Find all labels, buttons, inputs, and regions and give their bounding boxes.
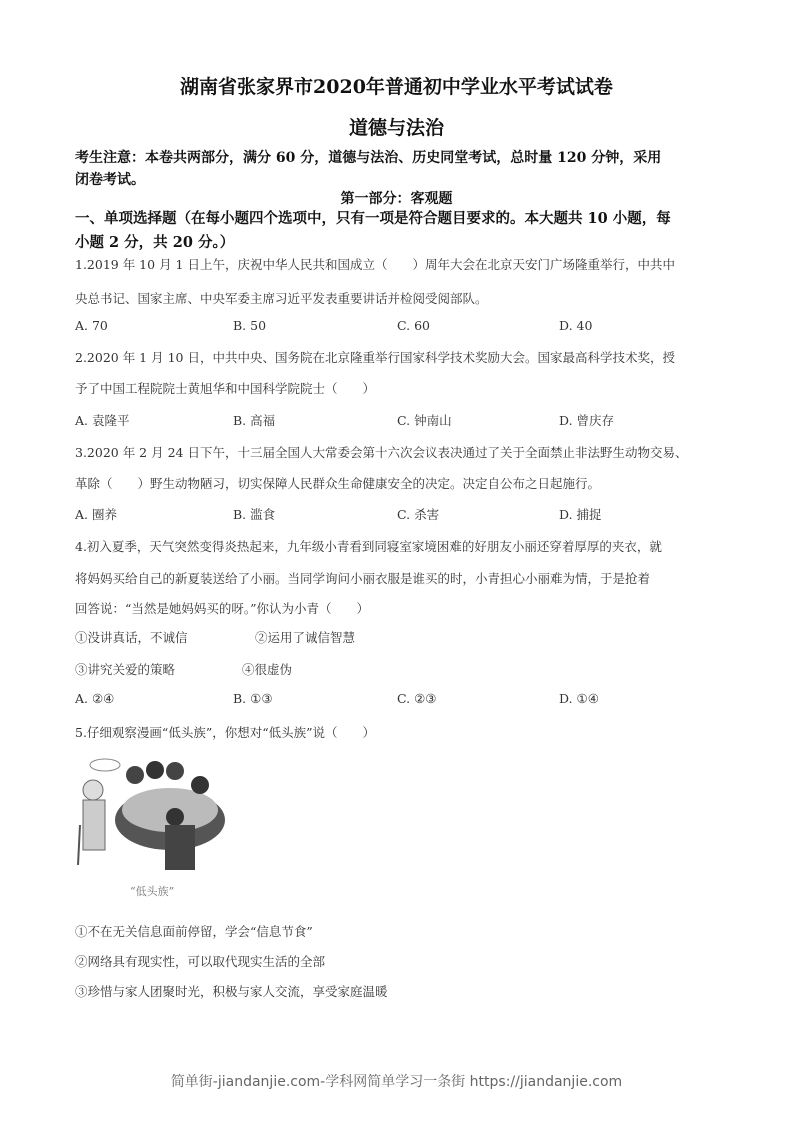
- option: D. 曾庆存: [559, 413, 615, 428]
- option: B. 滥食: [233, 507, 276, 522]
- subject-title: 道德与法治: [348, 117, 444, 139]
- notice-line: 闭卷考试。: [75, 172, 145, 188]
- statement: ②运用了诚信智慧: [255, 630, 356, 645]
- question-5-text: 5.仔细观察漫画“低头族”，你想对“低头族”说（ ）: [75, 725, 375, 740]
- option: B. 50: [233, 318, 267, 333]
- option: A. 圈养: [75, 507, 117, 522]
- option: A. ②④: [75, 691, 115, 706]
- statement: ②网络具有现实性，可以取代现实生活的全部: [75, 954, 326, 969]
- option: C. 钟南山: [397, 413, 452, 428]
- option: C. 杀害: [397, 507, 440, 522]
- section-heading: 小题 2 分，共 20 分。）: [75, 234, 235, 251]
- statement: ①没讲真话，不诚信: [75, 630, 188, 645]
- question-1-text: 央总书记、国家主席、中央军委主席习近平发表重要讲话并检阅受阅部队。: [75, 291, 488, 306]
- statement: ①不在无关信息面前停留，学会“信息节食”: [75, 924, 313, 939]
- option: D. 40: [559, 318, 593, 333]
- notice-line: 考生注意：本卷共两部分，满分 60 分，道德与法治、历史同堂考试，总时量 120 分钟，采用: [75, 150, 662, 166]
- option: B. 高福: [233, 413, 276, 428]
- option: B. ①③: [233, 691, 273, 706]
- option: A. 袁隆平: [75, 413, 130, 428]
- question-3-text: 革除（ ）野生动物陋习，切实保障人民群众生命健康安全的决定。决定自公布之日起施行。: [75, 476, 601, 491]
- statement: ③珍惜与家人团聚时光，积极与家人交流，享受家庭温暖: [75, 984, 388, 999]
- question-4-text: 4.初入夏季，天气突然变得炎热起来，九年级小青看到同寝室家境困难的好朋友小丽还穿着厚厚的夹衣，就: [75, 539, 662, 554]
- option: A. 70: [75, 318, 108, 333]
- cartoon-caption: “低头族”: [130, 885, 175, 898]
- question-4-text: 回答说：“当然是她妈妈买的呀。”你认为小青（ ）: [75, 601, 370, 616]
- option: C. 60: [397, 318, 430, 333]
- option: C. ②③: [397, 691, 437, 706]
- question-4-text: 将妈妈买给自己的新夏装送给了小丽。当同学询问小丽衣服是谁买的时，小青担心小丽难为情，于是抢着: [75, 571, 651, 586]
- question-3-text: 3.2020 年 2 月 24 日下午，十三届全国人大常委会第十六次会议表决通过了关于全面禁止非法野生动物交易、: [75, 445, 688, 460]
- cartoon-image: [75, 755, 240, 880]
- question-1-text: 1.2019 年 10 月 1 日上午，庆祝中华人民共和国成立（ ）周年大会在北京天安门广场隆重举行，中共中: [75, 257, 675, 272]
- part-title: 第一部分：客观题: [340, 191, 453, 207]
- question-2-text: 2.2020 年 1 月 10 日，中共中央、国务院在北京隆重举行国家科学技术奖励大会。国家最高科学技术奖，授: [75, 350, 675, 365]
- statement: ③讲究关爱的策略: [75, 662, 176, 677]
- footer-watermark: 简单街-jiandanjie.com-学科网简单学习一条街 https://jiandanjie.com: [170, 1074, 623, 1090]
- exam-title: 湖南省张家界市2020年普通初中学业水平考试试卷: [180, 76, 613, 98]
- option: D. 捕捉: [559, 507, 602, 522]
- section-heading: 一、单项选择题（在每小题四个选项中，只有一项是符合题目要求的。本大题共 10 小题，每: [75, 210, 671, 227]
- question-2-text: 予了中国工程院院士黄旭华和中国科学院院士（ ）: [75, 381, 376, 396]
- option: D. ①④: [559, 691, 599, 706]
- statement: ④很虚伪: [242, 662, 293, 677]
